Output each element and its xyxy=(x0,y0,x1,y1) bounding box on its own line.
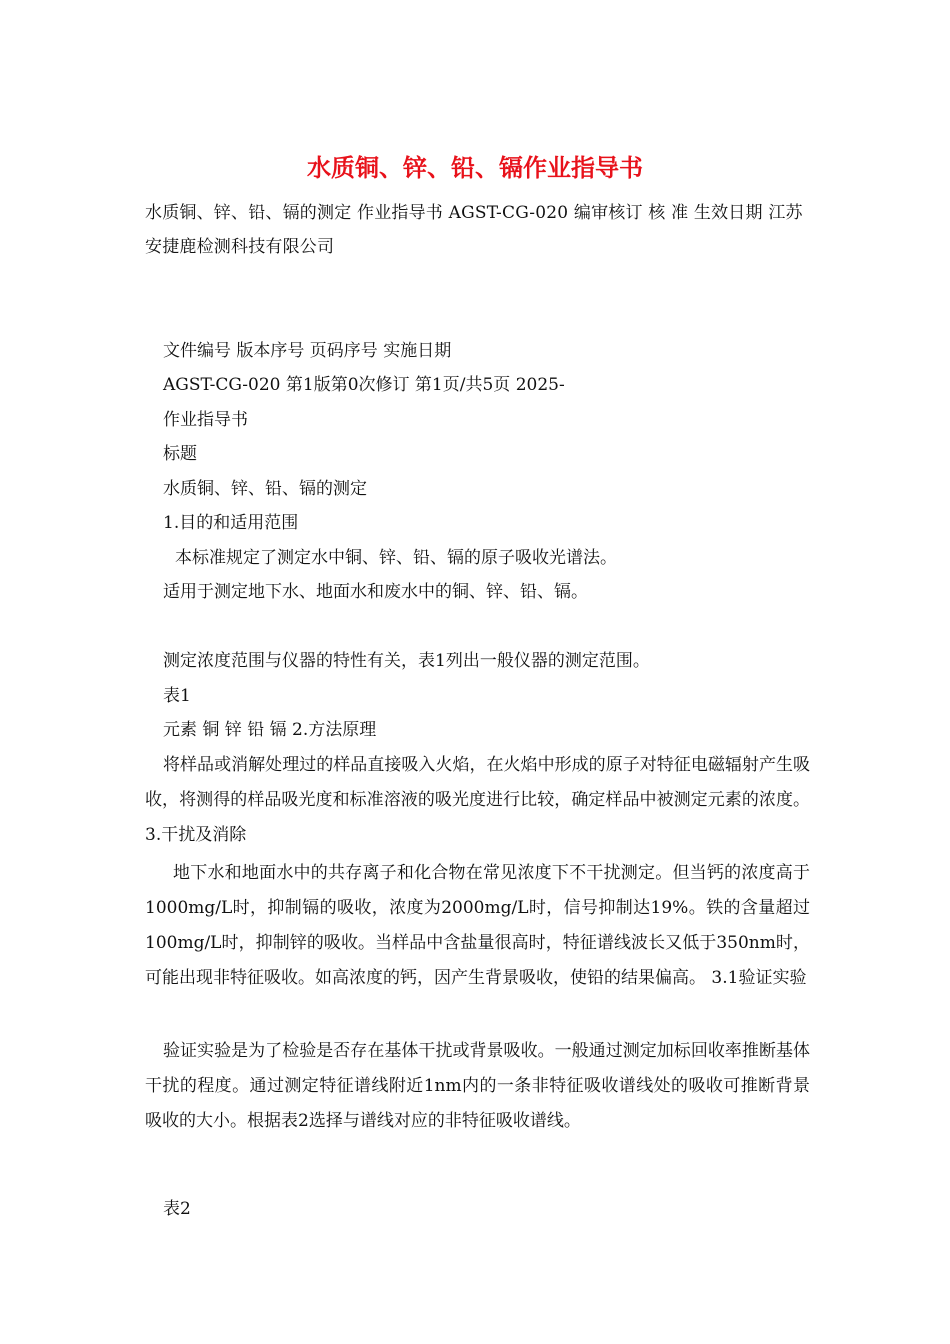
topic: 水质铜、锌、铅、镉的测定 xyxy=(163,479,367,499)
section-1-line-1: 本标准规定了测定水中铜、锌、铅、镉的原子吸收光谱法。 xyxy=(175,548,617,568)
method-principle-paragraph: 将样品或消解处理过的样品直接吸入火焰，在火焰中形成的原子对特征电磁辐射产生吸收，将测得的样品吸光度和标准溶液的吸光度进行比较，确定样品中被测定元素的浓度。 3.干扰及消除 xyxy=(145,755,810,845)
verification-paragraph: 验证实验是为了检验是否存在基体干扰或背景吸收。一般通过测定加标回收率推断基体干扰的程度。通过测定特征谱线附近1nm内的一条非特征吸收谱线处的吸收可推断背景吸收的大小。根据表2选择与谱线对应的非特征吸收谱线。 xyxy=(145,1041,810,1131)
interference-paragraph: 地下水和地面水中的共存离子和化合物在常见浓度下不干扰测定。但当钙的浓度高于1000mg/L时，抑制镉的吸收，浓度为2000mg/L时，信号抑制达19%。铁的含量超过100mg/L时，抑制锌的吸收。当样品中含盐量很高时，特征谱线波长又低于350nm时，可能出现非特征吸收。如高浓度的钙，因产生背景吸收，使铅的结果偏高。 3.1验证实验 xyxy=(145,863,810,988)
table-1-caption: 表1 xyxy=(163,686,191,706)
doc-type: 作业指导书 xyxy=(163,410,248,430)
header-fields: 文件编号 版本序号 页码序号 实施日期 xyxy=(163,341,452,361)
section-1-heading: 1.目的和适用范围 xyxy=(163,513,299,533)
label-title: 标题 xyxy=(163,444,197,464)
table-2-caption: 表2 xyxy=(163,1199,191,1219)
section-1-line-2: 适用于测定地下水、地面水和废水中的铜、锌、铅、镉。 xyxy=(163,582,588,602)
range-note: 测定浓度范围与仪器的特性有关，表1列出一般仪器的测定范围。 xyxy=(163,651,650,671)
document-title: 水质铜、锌、铅、镉作业指导书 xyxy=(307,154,643,182)
document-subtitle: 水质铜、锌、铅、镉的测定 作业指导书 AGST-CG-020 编审核订 核 准 生效日期 江苏安捷鹿检测科技有限公司 xyxy=(145,203,803,257)
header-values: AGST-CG-020 第1版第0次修订 第1页/共5页 2025- xyxy=(163,375,565,395)
table-1-row: 元素 铜 锌 铅 镉 2.方法原理 xyxy=(163,720,377,740)
